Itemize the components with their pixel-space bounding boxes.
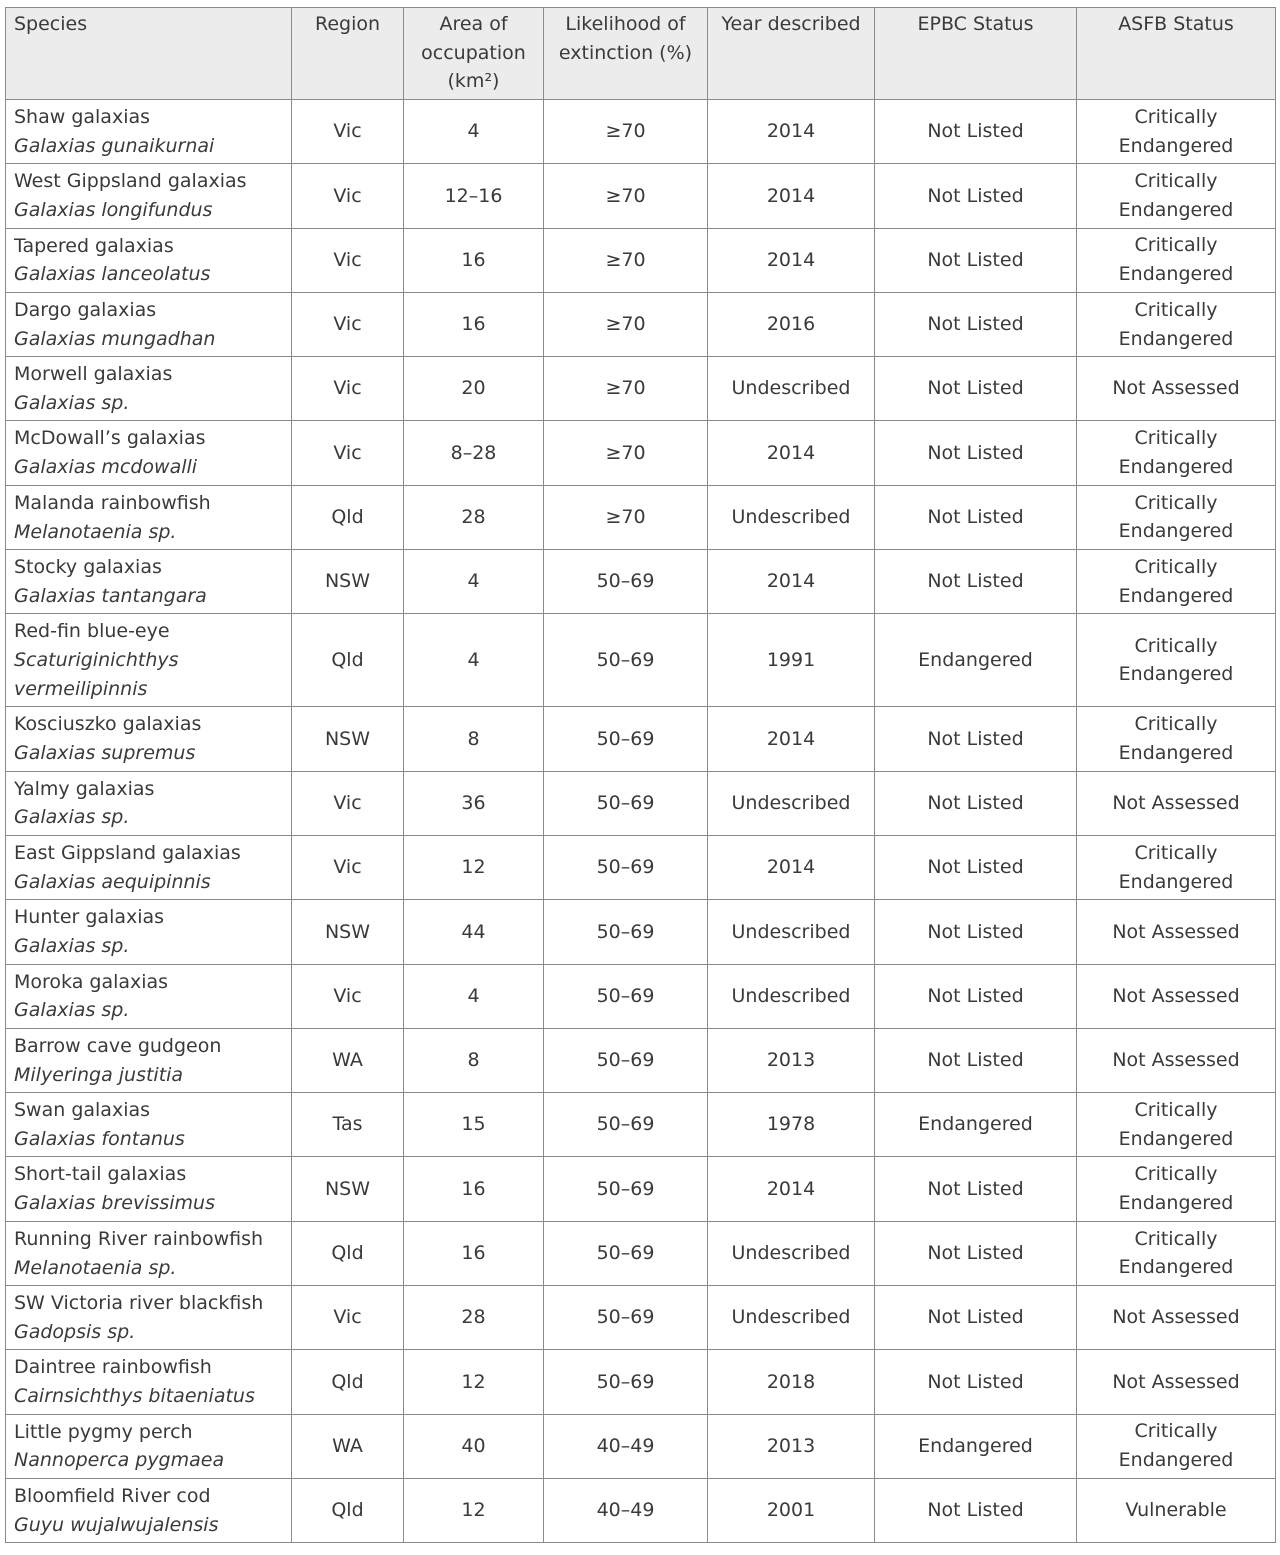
- species-scientific-name: Nannoperca pygmaea: [14, 1449, 225, 1472]
- cell-likelihood: 50–69: [544, 900, 708, 964]
- cell-area: 44: [404, 900, 544, 964]
- cell-region: WA: [292, 1028, 404, 1092]
- threatened-fish-table: [5, 7, 1276, 1543]
- cell-area: 4: [404, 100, 544, 164]
- cell-species: [6, 900, 292, 964]
- table-row: [6, 900, 1276, 964]
- cell-region: NSW: [292, 900, 404, 964]
- cell-area: 20: [404, 357, 544, 421]
- cell-year: 2014: [708, 550, 875, 614]
- cell-species: [6, 421, 292, 485]
- species-common-name: Barrow cave gudgeon: [14, 1034, 222, 1057]
- cell-asfb: [1077, 1093, 1276, 1157]
- cell-year: 2001: [708, 1478, 875, 1542]
- species-scientific-name: Galaxias fontanus: [14, 1127, 185, 1150]
- cell-epbc: Not Listed: [875, 292, 1077, 356]
- species-scientific-name: Gadopsis sp.: [14, 1320, 136, 1343]
- cell-species: [6, 292, 292, 356]
- cell-likelihood: ≥70: [544, 164, 708, 228]
- cell-year: Undescribed: [708, 1221, 875, 1285]
- cell-likelihood: 50–69: [544, 1286, 708, 1350]
- cell-asfb: [1077, 228, 1276, 292]
- species-scientific-name: Galaxias sp.: [14, 806, 130, 829]
- cell-region: Vic: [292, 100, 404, 164]
- cell-area: 16: [404, 1157, 544, 1221]
- cell-asfb: [1077, 421, 1276, 485]
- cell-species: [6, 1221, 292, 1285]
- cell-region: Vic: [292, 421, 404, 485]
- species-common-name: Tapered galaxias: [14, 234, 174, 257]
- cell-area: 16: [404, 228, 544, 292]
- header-row: [6, 8, 1276, 100]
- cell-area: 4: [404, 614, 544, 707]
- table-row: [6, 1028, 1276, 1092]
- species-scientific-name: Galaxias aequipinnis: [14, 870, 211, 893]
- cell-area: 40: [404, 1414, 544, 1478]
- cell-asfb: [1077, 164, 1276, 228]
- cell-year: 2014: [708, 835, 875, 899]
- species-scientific-name: Galaxias gunaikurnai: [14, 134, 215, 157]
- cell-year: 2014: [708, 707, 875, 771]
- cell-area: 8: [404, 707, 544, 771]
- header-area-label: Area of occupation (km²): [421, 13, 526, 92]
- species-common-name: Hunter galaxias: [14, 906, 165, 929]
- species-scientific-name: Scaturiginichthys vermeilipinnis: [14, 649, 179, 700]
- cell-likelihood: 50–69: [544, 1221, 708, 1285]
- cell-asfb: [1077, 1028, 1276, 1092]
- species-scientific-name: Melanotaenia sp.: [14, 1256, 177, 1279]
- cell-region: NSW: [292, 707, 404, 771]
- cell-region: Qld: [292, 1221, 404, 1285]
- asfb-status-text: Not Assessed: [1112, 1370, 1240, 1393]
- cell-epbc: Not Listed: [875, 1157, 1077, 1221]
- cell-epbc: Not Listed: [875, 771, 1077, 835]
- cell-year: 1978: [708, 1093, 875, 1157]
- species-common-name: McDowall’s galaxias: [14, 427, 206, 450]
- cell-area: 16: [404, 1221, 544, 1285]
- cell-epbc: Not Listed: [875, 421, 1077, 485]
- species-scientific-name: Galaxias lanceolatus: [14, 263, 211, 286]
- cell-area: 4: [404, 964, 544, 1028]
- species-scientific-name: Galaxias sp.: [14, 999, 130, 1022]
- cell-asfb: [1077, 357, 1276, 421]
- cell-year: 2018: [708, 1350, 875, 1414]
- cell-year: 2014: [708, 228, 875, 292]
- cell-year: Undescribed: [708, 900, 875, 964]
- cell-asfb: [1077, 900, 1276, 964]
- table-row: [6, 1221, 1276, 1285]
- header-epbc: EPBC Status: [875, 8, 1077, 100]
- cell-likelihood: ≥70: [544, 228, 708, 292]
- asfb-status-text: Critically Endangered: [1118, 427, 1234, 479]
- cell-region: Vic: [292, 964, 404, 1028]
- cell-likelihood: ≥70: [544, 292, 708, 356]
- cell-area: 12: [404, 1478, 544, 1542]
- cell-species: [6, 1350, 292, 1414]
- cell-area: 28: [404, 1286, 544, 1350]
- species-common-name: Running River rainbowfish: [14, 1227, 264, 1250]
- cell-area: 8: [404, 1028, 544, 1092]
- cell-region: Vic: [292, 835, 404, 899]
- header-region: Region: [292, 8, 404, 100]
- cell-likelihood: 50–69: [544, 1350, 708, 1414]
- species-common-name: Shaw galaxias: [14, 106, 151, 128]
- cell-asfb: [1077, 1221, 1276, 1285]
- cell-area: 8–28: [404, 421, 544, 485]
- table-header: [6, 8, 1276, 100]
- cell-year: Undescribed: [708, 771, 875, 835]
- cell-species: [6, 357, 292, 421]
- cell-epbc: Not Listed: [875, 100, 1077, 164]
- asfb-status-text: Critically Endangered: [1118, 1227, 1234, 1279]
- cell-species: [6, 1414, 292, 1478]
- cell-asfb: [1077, 614, 1276, 707]
- cell-region: Vic: [292, 228, 404, 292]
- cell-asfb: [1077, 1157, 1276, 1221]
- cell-likelihood: ≥70: [544, 100, 708, 164]
- cell-year: 2013: [708, 1028, 875, 1092]
- table-row: [6, 100, 1276, 164]
- cell-region: Qld: [292, 1350, 404, 1414]
- cell-likelihood: 50–69: [544, 771, 708, 835]
- asfb-status-text: Critically Endangered: [1118, 234, 1234, 286]
- species-scientific-name: Galaxias tantangara: [14, 584, 207, 607]
- cell-year: Undescribed: [708, 1286, 875, 1350]
- cell-year: 2014: [708, 1157, 875, 1221]
- species-common-name: Bloomfield River cod: [14, 1484, 211, 1507]
- cell-region: Tas: [292, 1093, 404, 1157]
- header-area: [404, 8, 544, 100]
- cell-species: [6, 964, 292, 1028]
- cell-epbc: Not Listed: [875, 835, 1077, 899]
- cell-area: 12: [404, 1350, 544, 1414]
- species-common-name: SW Victoria river blackfish: [14, 1292, 264, 1315]
- species-common-name: Kosciuszko galaxias: [14, 713, 202, 736]
- cell-epbc: Not Listed: [875, 1350, 1077, 1414]
- cell-asfb: [1077, 835, 1276, 899]
- asfb-status-text: Critically Endangered: [1118, 105, 1234, 157]
- cell-species: [6, 1286, 292, 1350]
- table-row: [6, 421, 1276, 485]
- cell-asfb: [1077, 1414, 1276, 1478]
- cell-region: WA: [292, 1414, 404, 1478]
- cell-epbc: Not Listed: [875, 228, 1077, 292]
- cell-species: [6, 100, 292, 164]
- asfb-status-text: Not Assessed: [1112, 984, 1240, 1007]
- cell-likelihood: 50–69: [544, 614, 708, 707]
- cell-year: 2014: [708, 164, 875, 228]
- cell-year: 2014: [708, 100, 875, 164]
- cell-species: [6, 550, 292, 614]
- table-body: [6, 100, 1276, 1543]
- cell-species: [6, 1478, 292, 1542]
- cell-epbc: Not Listed: [875, 357, 1077, 421]
- cell-area: 12–16: [404, 164, 544, 228]
- table-row: [6, 1414, 1276, 1478]
- table-row: [6, 771, 1276, 835]
- species-common-name: Stocky galaxias: [14, 556, 162, 579]
- species-scientific-name: Guyu wujalwujalensis: [14, 1513, 219, 1536]
- species-common-name: Daintree rainbowfish: [14, 1356, 212, 1379]
- cell-likelihood: 50–69: [544, 1028, 708, 1092]
- cell-species: [6, 707, 292, 771]
- table-row: [6, 1286, 1276, 1350]
- cell-species: [6, 228, 292, 292]
- table-row: [6, 835, 1276, 899]
- species-common-name: Little pygmy perch: [14, 1420, 193, 1443]
- cell-year: Undescribed: [708, 964, 875, 1028]
- cell-region: NSW: [292, 550, 404, 614]
- cell-asfb: [1077, 1478, 1276, 1542]
- cell-epbc: Not Listed: [875, 900, 1077, 964]
- cell-species: [6, 1093, 292, 1157]
- species-common-name: Moroka galaxias: [14, 970, 169, 993]
- cell-asfb: [1077, 100, 1276, 164]
- species-scientific-name: Galaxias supremus: [14, 742, 196, 765]
- cell-likelihood: 50–69: [544, 1157, 708, 1221]
- cell-area: 4: [404, 550, 544, 614]
- cell-asfb: [1077, 771, 1276, 835]
- cell-asfb: [1077, 550, 1276, 614]
- cell-area: 28: [404, 485, 544, 549]
- cell-year: 2013: [708, 1414, 875, 1478]
- cell-region: Qld: [292, 614, 404, 707]
- asfb-status-text: Critically Endangered: [1118, 555, 1234, 607]
- asfb-status-text: Critically Endangered: [1118, 841, 1234, 893]
- cell-region: Vic: [292, 357, 404, 421]
- cell-species: [6, 1028, 292, 1092]
- cell-region: Vic: [292, 1286, 404, 1350]
- species-scientific-name: Galaxias mungadhan: [14, 327, 216, 350]
- species-scientific-name: Galaxias sp.: [14, 935, 130, 958]
- species-scientific-name: Galaxias sp.: [14, 391, 130, 414]
- asfb-status-text: Critically Endangered: [1118, 170, 1234, 221]
- asfb-status-text: Critically Endangered: [1118, 491, 1234, 543]
- table-row: [6, 614, 1276, 707]
- cell-epbc: Endangered: [875, 1093, 1077, 1157]
- cell-epbc: Not Listed: [875, 1286, 1077, 1350]
- species-scientific-name: Galaxias longifundus: [14, 199, 213, 222]
- cell-region: Qld: [292, 1478, 404, 1542]
- cell-asfb: [1077, 707, 1276, 771]
- asfb-status-text: Not Assessed: [1112, 920, 1240, 943]
- cell-likelihood: 50–69: [544, 964, 708, 1028]
- cell-epbc: Endangered: [875, 1414, 1077, 1478]
- cell-likelihood: 50–69: [544, 707, 708, 771]
- cell-area: 36: [404, 771, 544, 835]
- cell-asfb: [1077, 292, 1276, 356]
- cell-epbc: Not Listed: [875, 1221, 1077, 1285]
- cell-year: Undescribed: [708, 485, 875, 549]
- cell-region: Vic: [292, 164, 404, 228]
- asfb-status-text: Critically Endangered: [1118, 713, 1234, 765]
- cell-region: Vic: [292, 292, 404, 356]
- table-row: [6, 964, 1276, 1028]
- asfb-status-text: Not Assessed: [1112, 1306, 1240, 1329]
- species-common-name: West Gippsland galaxias: [14, 170, 247, 193]
- cell-asfb: [1077, 964, 1276, 1028]
- cell-epbc: Not Listed: [875, 164, 1077, 228]
- asfb-status-text: Not Assessed: [1112, 377, 1240, 400]
- cell-region: NSW: [292, 1157, 404, 1221]
- species-common-name: Swan galaxias: [14, 1099, 151, 1122]
- cell-likelihood: ≥70: [544, 485, 708, 549]
- header-likelihood-label: Likelihood of extinction (%): [558, 13, 693, 64]
- cell-likelihood: ≥70: [544, 421, 708, 485]
- species-common-name: Yalmy galaxias: [14, 777, 155, 800]
- table-row: [6, 485, 1276, 549]
- cell-species: [6, 835, 292, 899]
- cell-epbc: Endangered: [875, 614, 1077, 707]
- cell-area: 15: [404, 1093, 544, 1157]
- header-year: Year described: [708, 8, 875, 100]
- cell-epbc: Not Listed: [875, 1478, 1077, 1542]
- cell-year: 2016: [708, 292, 875, 356]
- table-row: [6, 1157, 1276, 1221]
- table-row: [6, 357, 1276, 421]
- cell-epbc: Not Listed: [875, 1028, 1077, 1092]
- cell-epbc: Not Listed: [875, 550, 1077, 614]
- header-likelihood: [544, 8, 708, 100]
- cell-asfb: [1077, 485, 1276, 549]
- species-scientific-name: Galaxias brevissimus: [14, 1192, 216, 1215]
- cell-likelihood: 50–69: [544, 835, 708, 899]
- species-common-name: Morwell galaxias: [14, 363, 173, 386]
- species-scientific-name: Galaxias mcdowalli: [14, 456, 198, 479]
- cell-likelihood: 40–49: [544, 1478, 708, 1542]
- table-row: [6, 164, 1276, 228]
- species-common-name: Malanda rainbowfish: [14, 491, 211, 514]
- cell-likelihood: 50–69: [544, 550, 708, 614]
- cell-year: 2014: [708, 421, 875, 485]
- header-species: Species: [6, 8, 292, 100]
- cell-region: Vic: [292, 771, 404, 835]
- table-row: [6, 707, 1276, 771]
- cell-likelihood: 40–49: [544, 1414, 708, 1478]
- cell-asfb: [1077, 1286, 1276, 1350]
- species-common-name: East Gippsland galaxias: [14, 841, 241, 864]
- asfb-status-text: Not Assessed: [1112, 791, 1240, 814]
- cell-epbc: Not Listed: [875, 485, 1077, 549]
- species-table-container: [5, 7, 1275, 1543]
- cell-epbc: Not Listed: [875, 964, 1077, 1028]
- asfb-status-text: Critically Endangered: [1118, 1099, 1234, 1150]
- cell-area: 12: [404, 835, 544, 899]
- asfb-status-text: Critically Endangered: [1118, 634, 1234, 686]
- cell-species: [6, 614, 292, 707]
- asfb-status-text: Critically Endangered: [1118, 298, 1234, 350]
- cell-asfb: [1077, 1350, 1276, 1414]
- cell-year: 1991: [708, 614, 875, 707]
- cell-likelihood: 50–69: [544, 1093, 708, 1157]
- asfb-status-text: Critically Endangered: [1118, 1163, 1234, 1215]
- cell-species: [6, 485, 292, 549]
- cell-species: [6, 164, 292, 228]
- cell-species: [6, 771, 292, 835]
- cell-species: [6, 1157, 292, 1221]
- species-common-name: Red-fin blue-eye: [14, 620, 170, 643]
- table-row: [6, 292, 1276, 356]
- table-row: [6, 228, 1276, 292]
- asfb-status-text: Not Assessed: [1112, 1049, 1240, 1072]
- table-row: [6, 1478, 1276, 1542]
- species-common-name: Dargo galaxias: [14, 298, 157, 321]
- asfb-status-text: Critically Endangered: [1118, 1420, 1234, 1472]
- species-scientific-name: Cairnsichthys bitaeniatus: [14, 1385, 255, 1408]
- cell-likelihood: ≥70: [544, 357, 708, 421]
- header-asfb: ASFB Status: [1077, 8, 1276, 100]
- species-common-name: Short-tail galaxias: [14, 1163, 187, 1186]
- species-scientific-name: Melanotaenia sp.: [14, 520, 177, 543]
- asfb-status-text: Vulnerable: [1125, 1499, 1227, 1522]
- cell-region: Qld: [292, 485, 404, 549]
- table-row: [6, 1350, 1276, 1414]
- cell-year: Undescribed: [708, 357, 875, 421]
- cell-epbc: Not Listed: [875, 707, 1077, 771]
- cell-area: 16: [404, 292, 544, 356]
- table-row: [6, 1093, 1276, 1157]
- species-scientific-name: Milyeringa justitia: [14, 1063, 184, 1086]
- table-row: [6, 550, 1276, 614]
